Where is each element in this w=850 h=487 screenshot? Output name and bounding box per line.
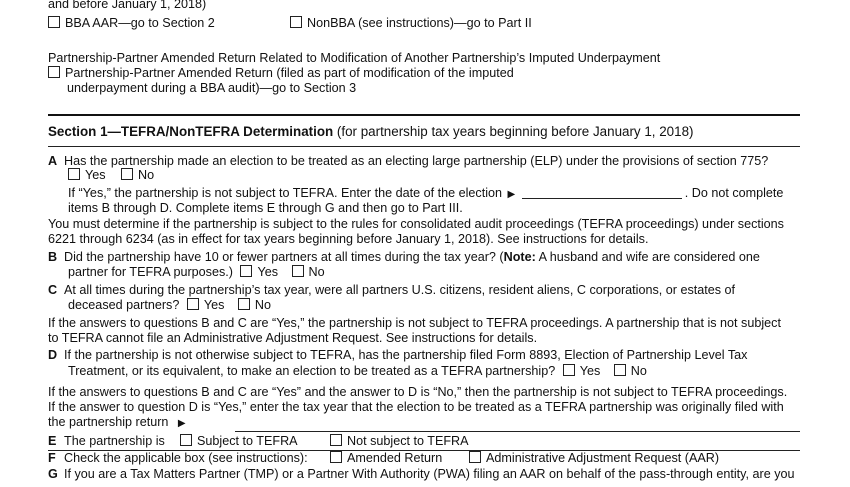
- question-e: [48, 434, 165, 449]
- nonbba-checkbox[interactable]: [290, 16, 302, 28]
- not-subject-to-tefra-checkbox[interactable]: [330, 434, 342, 446]
- question-e-opt2[interactable]: [330, 434, 469, 449]
- question-c-line2: [68, 298, 271, 313]
- bba-option-label: BBA AAR—go to Section 2: [65, 16, 215, 30]
- question-f-opt2-label: Administrative Adjustment Request (AAR): [486, 451, 720, 465]
- question-c-no-checkbox[interactable]: [238, 298, 250, 310]
- question-c-yes-label: Yes: [203, 298, 225, 312]
- bba-option[interactable]: [48, 16, 215, 31]
- question-a: [48, 154, 768, 169]
- question-c-label: C: [48, 283, 58, 297]
- question-d-line1: If the partnership is not otherwise subject to TEFRA, has the partnership filed Form 8893, Election of Partnership Level Tax: [64, 348, 748, 362]
- section-divider-top: [48, 114, 800, 116]
- section1-title: Section 1—TEFRA/NonTEFRA Determination: [48, 124, 334, 139]
- question-a-label: A: [48, 154, 58, 168]
- question-d-no-checkbox[interactable]: [614, 364, 626, 376]
- question-a-yes-label: Yes: [85, 168, 106, 182]
- subject-to-tefra-checkbox[interactable]: [180, 434, 192, 446]
- question-a-text: Has the partnership made an election to be treated as an electing large partnership (ELP) under the provisions of section 775?: [64, 154, 769, 168]
- question-a-no[interactable]: [121, 168, 154, 182]
- question-d-line2: [68, 364, 647, 379]
- nonbba-option[interactable]: [290, 16, 532, 31]
- question-b: [48, 250, 760, 265]
- question-d-yes-label: Yes: [579, 364, 601, 378]
- question-f-opt1[interactable]: [330, 451, 442, 466]
- question-f-text: Check the applicable box (see instructions):: [64, 451, 308, 465]
- question-d-yes-checkbox[interactable]: [563, 364, 575, 376]
- question-b-yes-checkbox[interactable]: [240, 265, 252, 277]
- arrow-right-icon: ▶: [177, 418, 186, 429]
- bba-checkbox[interactable]: [48, 16, 60, 28]
- question-c-yes[interactable]: [187, 298, 225, 312]
- bc-note-line1: If the answers to questions B and C are “Yes,” the partnership is not subject to TEFRA proceedings. A partnership that is not subject: [48, 316, 781, 330]
- question-b-label: B: [48, 250, 58, 264]
- question-e-opt2-label: Not subject to TEFRA: [347, 434, 469, 448]
- question-f: [48, 451, 308, 466]
- question-b-note-label: Note:: [503, 250, 536, 264]
- question-f-opt2[interactable]: [469, 451, 719, 466]
- question-e-opt1[interactable]: [180, 434, 298, 449]
- question-a-followup1-text: If “Yes,” the partnership is not subject to TEFRA. Enter the date of the election: [68, 186, 503, 200]
- question-b-no[interactable]: [292, 265, 325, 279]
- section1-heading: [48, 124, 693, 139]
- election-tax-year-field[interactable]: [235, 431, 800, 432]
- question-b-yes[interactable]: [240, 265, 278, 279]
- question-f-opt1-label: Amended Return: [347, 451, 443, 465]
- section-divider-bottom: [48, 146, 800, 147]
- d-note-line2: If the answer to question D is “Yes,” enter the tax year that the election to be treated as a TEFRA partnership was originally filed with: [48, 400, 784, 414]
- election-date-field[interactable]: [522, 186, 682, 199]
- top-fragment: and before January 1, 2018): [48, 0, 207, 11]
- question-d-no-label: No: [630, 364, 647, 378]
- question-b-no-checkbox[interactable]: [292, 265, 304, 277]
- question-e-text: The partnership is: [64, 434, 165, 448]
- question-a-followup1-end: . Do not complete: [684, 186, 784, 200]
- question-c-line1: At all times during the partnership’s tax year, were all partners U.S. citizens, resident aliens, C corporations, or estates of: [64, 283, 736, 297]
- bc-note-line2: to TEFRA cannot file an Administrative Adjustment Request. See instructions for details.: [48, 331, 538, 345]
- question-a-no-checkbox[interactable]: [121, 168, 133, 180]
- question-d: [48, 348, 747, 363]
- question-f-label: F: [48, 451, 56, 465]
- d-note-line1: If the answers to questions B and C are “Yes” and the answer to D is “No,” then the partnership is not subject to TEFRA proceedings.: [48, 385, 788, 399]
- question-e-label: E: [48, 434, 57, 448]
- question-c-no[interactable]: [238, 298, 271, 312]
- ppar-option-line2: underpayment during a BBA audit)—go to Section 3: [67, 81, 357, 95]
- question-c-yes-checkbox[interactable]: [187, 298, 199, 310]
- ppar-heading: Partnership-Partner Amended Return Related to Modification of Another Partnership’s Imputed Underpayment: [48, 51, 661, 65]
- question-e-opt1-label: Subject to TEFRA: [197, 434, 298, 448]
- question-b-line2: [68, 265, 325, 280]
- question-d-no[interactable]: [614, 364, 647, 378]
- question-c-no-label: No: [254, 298, 271, 312]
- question-c: [48, 283, 735, 298]
- question-a-followup1: [68, 186, 783, 202]
- d-note-line3-text: the partnership return: [48, 415, 169, 429]
- question-a-yes-checkbox[interactable]: [68, 168, 80, 180]
- question-a-answers: [68, 168, 154, 183]
- question-a-no-label: No: [138, 168, 155, 182]
- question-a-yes[interactable]: [68, 168, 106, 182]
- question-b-line2-text: partner for TEFRA purposes.): [68, 265, 233, 279]
- question-c-line2-text: deceased partners?: [68, 298, 180, 312]
- aar-checkbox[interactable]: [469, 451, 481, 463]
- ppar-checkbox[interactable]: [48, 66, 60, 78]
- question-b-no-label: No: [308, 265, 325, 279]
- section1-subtitle: (for partnership tax years beginning before January 1, 2018): [336, 124, 694, 139]
- amended-return-checkbox[interactable]: [330, 451, 342, 463]
- question-g-text: If you are a Tax Matters Partner (TMP) or a Partner With Authority (PWA) filing an AAR on behalf of the pass-through entity, are you: [64, 467, 795, 481]
- ppar-option[interactable]: [48, 66, 514, 81]
- question-d-yes[interactable]: [563, 364, 601, 378]
- intro-line1: You must determine if the partnership is subject to the rules for consolidated audit proceedings (TEFRA proceedings) under sections: [48, 217, 784, 231]
- d-note-line3: [48, 415, 186, 431]
- ppar-option-line1: Partnership-Partner Amended Return (filed as part of modification of the imputed: [65, 66, 514, 80]
- question-d-label: D: [48, 348, 58, 362]
- question-g-label: G: [48, 467, 58, 481]
- question-g: [48, 467, 795, 482]
- arrow-right-icon: ▶: [507, 189, 516, 200]
- intro-line2: 6221 through 6234 (as in effect for tax years beginning before January 1, 2018). See instructions for details.: [48, 232, 649, 246]
- nonbba-option-label: NonBBA (see instructions)—go to Part II: [307, 16, 532, 30]
- question-b-line1-pre: Did the partnership have 10 or fewer partners at all times during the tax year? (: [64, 250, 504, 264]
- question-b-line1-post: A husband and wife are considered one: [535, 250, 760, 264]
- question-a-followup2: items B through D. Complete items E through G and then go to Part III.: [68, 201, 463, 215]
- question-d-line2-text: Treatment, or its equivalent, to make an election to be treated as a TEFRA partnership?: [68, 364, 556, 378]
- question-b-yes-label: Yes: [257, 265, 279, 279]
